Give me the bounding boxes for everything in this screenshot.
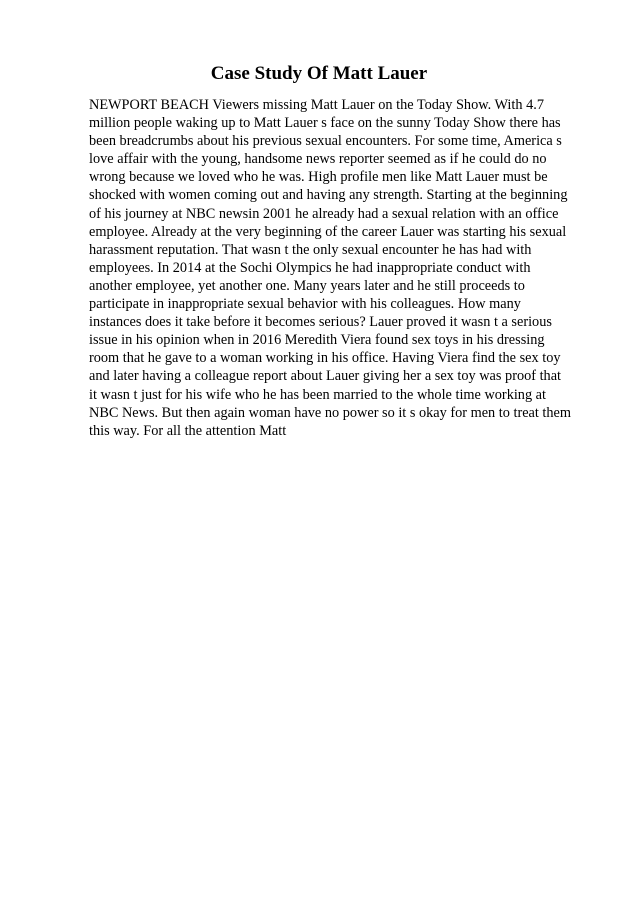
body-line: million people waking up to Matt Lauer s face on the sunny Today Show there has (89, 115, 561, 132)
body-line: employee. Already at the very beginning of the career Lauer was starting his sexual (89, 223, 567, 240)
body-line: love affair with the young, handsome news reporter seemed as if he could do no (89, 151, 547, 168)
body-line: and later having a colleague report about Lauer giving her a sex toy was proof that (89, 368, 562, 385)
body-line: of his journey at NBC newsin 2001 he already had a sexual relation with an office (89, 205, 559, 222)
body-line: been breadcrumbs about his previous sexual encounters. For some time, America s (89, 133, 562, 150)
body-line: another employee, yet another one. Many years later and he still proceeds to (89, 277, 525, 294)
document-body (89, 96, 589, 440)
body-line: NBC News. But then again woman have no power so it s okay for men to treat them (89, 404, 572, 421)
body-line: instances does it take before it becomes serious? Lauer proved it wasn t a serious (89, 314, 552, 331)
body-line: this way. For all the attention Matt (89, 422, 287, 439)
body-line: room that he gave to a woman working in his office. Having Viera find the sex toy (89, 350, 561, 367)
body-line: harassment reputation. That wasn t the only sexual encounter he has had with (89, 241, 532, 258)
body-line: issue in his opinion when in 2016 Meredith Viera found sex toys in his dressing (89, 332, 545, 349)
body-line: wrong because we loved who he was. High profile men like Matt Lauer must be (89, 169, 548, 186)
body-line: shocked with women coming out and having any strength. Starting at the beginning (89, 187, 568, 204)
document-title: Case Study Of Matt Lauer (210, 63, 428, 84)
body-line: employees. In 2014 at the Sochi Olympics he had inappropriate conduct with (89, 259, 531, 276)
body-line: NEWPORT BEACH Viewers missing Matt Lauer on the Today Show. With 4.7 (89, 97, 544, 113)
body-line: participate in inappropriate sexual behavior with his colleagues. How many (89, 296, 521, 313)
body-line: it wasn t just for his wife who he has been married to the whole time working at (89, 386, 546, 403)
